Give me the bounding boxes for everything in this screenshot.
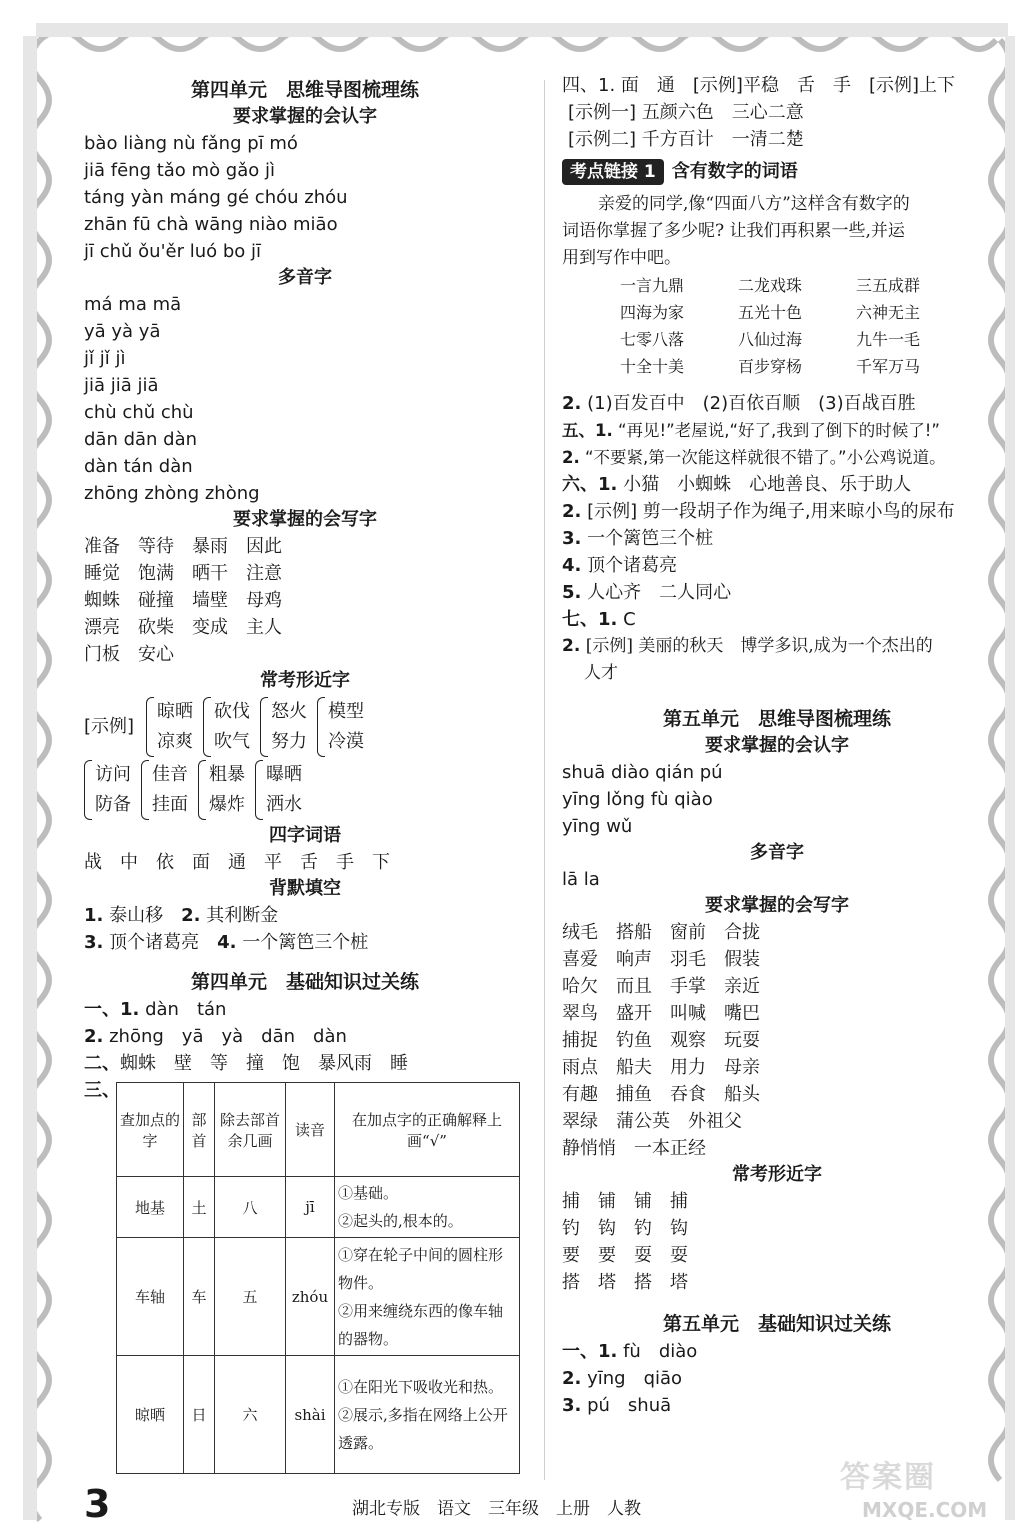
table-cell: 五 [215,1238,286,1356]
table-cell: 地基 [117,1177,184,1238]
pinyin-line: yīng lǒng fù qiào [562,789,713,810]
item-number: 2. [562,393,582,414]
similar-line: 捕 铺 铺 捕 [562,1191,688,1212]
left-column [84,76,526,1104]
write-heading: 要求掌握的会写字 [233,509,377,530]
polyphone-line: dàn tán dàn [84,456,193,477]
similar-word: 晾晒 [157,701,194,722]
answer-text: 蜘蛛 壁 等 撞 饱 暴风雨 睡 [120,1053,408,1074]
table-cell: 车轴 [117,1238,184,1356]
unit4-map-title: 第四单元 思维导图梳理练 [190,79,419,101]
item-number: 五、1. [562,421,613,440]
answer-text: yīng qiāo [581,1368,683,1389]
answer-line [562,417,992,444]
answer-text: [示例] 美丽的秋天 博学多识,成为一个杰出的 [585,636,933,656]
pinyin-line: jiā fēng tǎo mò gǎo jì [84,160,276,181]
similar-word: 防备 [95,794,131,815]
table-header: 在加点字的正确解释上画“√” [335,1083,520,1177]
polyphone-line: chù chǔ chù [84,402,194,423]
write-line: 有趣 捕鱼 吞食 船头 [562,1084,760,1105]
answer-line [562,1338,992,1365]
pinyin-line: yīng wǔ [562,816,633,837]
explanation: ①基础。 [338,1184,399,1202]
answer-text: zhōng yā yà dān dàn [103,1026,347,1047]
write-line: 漂亮 砍柴 变成 主人 [84,617,282,638]
table-cell: shài [286,1356,335,1474]
exam-link-tag: 考点链接 1 [562,159,664,185]
similar-word: 冷漠 [328,731,365,752]
pinyin-line: shuā diào qián pú [562,762,723,783]
similar-heading: 常考形近字 [732,1164,822,1185]
idiom: 千军万马 [856,357,921,376]
answer-text: “不要紧,第一次能这样就很不错了。”小公鸡说道。 [579,448,946,467]
polyphone-line: zhōng zhòng zhòng [84,483,260,504]
polyphone-heading: 多音字 [278,267,332,288]
table-cell: 车 [184,1238,215,1356]
similar-word: 爆炸 [209,794,245,815]
answer-line [562,552,992,579]
table-cell: 晾晒 [117,1356,184,1474]
idiom: 六神无主 [856,303,921,322]
similar-line: 钓 钩 钓 钩 [562,1218,688,1239]
write-line: 绒毛 搭船 窗前 合拢 [562,922,760,943]
footer-text: 湖北专版 语文 三年级 上册 人教 [352,1499,641,1519]
table-row [117,1177,520,1238]
idiom: 二龙戏珠 [738,276,803,295]
explanation: ②用来缠绕东西的像车轴的器物。 [338,1301,504,1348]
polyphone-line: lā la [562,869,600,890]
similar-group [141,760,188,820]
answer-line [562,444,992,471]
answer-text: pú shuā [581,1395,672,1416]
idiom: 七零八落 [620,330,685,349]
table-header: 读音 [286,1083,335,1177]
polyphone-line: jiā jiā jiā [84,375,159,396]
answer-line [562,1392,992,1419]
item-number: 2. [562,448,580,467]
idiom: 百步穿杨 [738,357,803,376]
idiom: 五光十色 [738,303,803,322]
write-line: 哈欠 而且 手掌 亲近 [562,976,760,997]
similar-group [255,760,302,820]
item-number: 六、1. [562,474,618,495]
item-number: 七、1. [562,609,618,630]
write-line: 喜爱 响声 羽毛 假装 [562,949,760,970]
answer-text: 顶个诸葛亮 [581,555,678,576]
answer-line [562,1365,992,1392]
table-row [117,1356,520,1474]
similar-row [84,760,526,820]
idiom: 一言九鼎 [620,276,685,295]
answer-line [562,579,992,606]
answer-line [562,525,992,552]
recite-heading: 背默填空 [269,878,341,899]
pinyin-line: zhān fū chà wāng niào miāo [84,214,338,235]
similar-word: 模型 [328,701,365,722]
exam-link-header [562,157,992,185]
exam-link-title: 含有数字的词语 [671,161,798,182]
item-number: 4. [562,555,582,576]
similar-group [260,697,307,757]
table-header: 除去部首余几画 [215,1083,286,1177]
item-number: 2. [181,905,201,926]
answer-text: fù diào [617,1341,698,1362]
write-line: 蜘蛛 碰撞 墙壁 母鸡 [84,590,282,611]
answer-text: C [617,609,636,630]
similar-heading: 常考形近字 [260,670,350,691]
idiom-grid [620,272,992,380]
similar-word: 佳音 [152,764,188,785]
table-cell: 六 [215,1356,286,1474]
write-heading: 要求掌握的会写字 [705,895,849,916]
recognize-heading: 要求掌握的会认字 [705,735,849,756]
similar-word: 怒火 [271,701,308,722]
write-line: 静悄悄 一本正经 [562,1138,706,1159]
item-number: 一、1. [84,999,140,1020]
similar-word: 曝晒 [266,764,302,785]
pinyin-line: bào liàng nù fǎng pī mó [84,133,298,154]
answer-text: dàn tán [139,999,227,1020]
table-cell [335,1356,520,1474]
explanation: ②展示,多指在网络上公开透露。 [338,1405,508,1452]
write-line: 门板 安心 [84,644,174,665]
answer-line [84,996,526,1023]
answer-text: 顶个诸葛亮 [103,932,218,953]
similar-word: 努力 [271,731,308,752]
similar-group [146,697,193,757]
answer-text: 一个篱笆三个桩 [236,932,369,953]
similar-word: 挂面 [152,794,188,815]
unit5-map-title: 第五单元 思维导图梳理练 [662,708,891,730]
example-tag: [示例] [84,716,135,737]
idiom: 九牛一毛 [856,330,921,349]
write-line: 捕捉 钓鱼 观察 玩耍 [562,1030,760,1051]
explanation: ①在阳光下吸收光和热。 [338,1377,504,1396]
idiom: 三五成群 [856,276,921,295]
recite-line [84,902,526,929]
polyphone-line: dān dān dàn [84,429,198,450]
unit4-basic-title: 第四单元 基础知识过关练 [190,971,419,993]
page-number: 3 [84,1482,111,1526]
item-number: 2. [84,1026,104,1047]
item-number: 3. [562,528,582,549]
similar-group [84,760,131,820]
write-line: 准备 等待 暴雨 因此 [84,536,282,557]
pinyin-line: jī chǔ ǒu'ěr luó bo jī [84,241,262,262]
similar-group [317,697,364,757]
answer-line [562,606,992,633]
pinyin-line: táng yàn máng gé chóu zhóu [84,187,348,208]
answer-line: 四、1. 面 通 [示例]平稳 舌 手 [示例]上下 [562,75,955,96]
table-header: 查加点的字 [117,1083,184,1177]
similar-word: 凉爽 [157,731,194,752]
polyphone-line: yā yà yā [84,321,161,342]
similar-word: 砍伐 [214,701,251,722]
polyphone-heading: 多音字 [750,842,804,863]
table-cell [335,1238,520,1356]
item-number: 2. [562,501,582,522]
polyphone-line: jǐ jǐ jì [84,348,126,369]
four-char-line: 战 中 依 面 通 平 舌 手 下 [84,852,390,873]
answer-line [84,1050,526,1077]
answer-line: 人才 [584,663,618,683]
table-cell [335,1177,520,1238]
watermark-logo: 答案圈 [840,1460,936,1495]
answer-line [562,498,992,525]
answer-text: 小猫 小蜘蛛 心地善良、乐于助人 [617,474,912,495]
idiom: 四海为家 [620,303,685,322]
item-number: 2. [562,1368,582,1389]
answer-line [562,390,992,417]
table-cell: jī [286,1177,335,1238]
item-number: 1. [84,905,104,926]
column-divider [544,80,545,1480]
answer-text: (1)百发百中 (2)百依百顺 (3)百战百胜 [581,393,916,414]
table-cell: zhóu [286,1238,335,1356]
answer-text: 一个篱笆三个桩 [581,528,714,549]
item-number: 2. [562,636,581,656]
answer-text: 其利断金 [200,905,279,926]
item-number: 3. [84,932,104,953]
table-header: 部首 [184,1083,215,1177]
right-column [562,72,992,1419]
intro-line: 亲爱的同学,像“四面八方”这样含有数字的 [598,194,910,214]
similar-word: 吹气 [214,731,251,752]
similar-line: 搭 塔 搭 塔 [562,1272,688,1293]
intro-line: 用到写作中吧。 [562,248,681,268]
idiom: 八仙过海 [738,330,803,349]
similar-row [84,697,526,757]
idiom: 十全十美 [620,357,685,376]
character-table [116,1082,520,1474]
answer-text: 泰山移 [103,905,182,926]
similar-word: 粗暴 [209,764,245,785]
answer-line [84,1023,526,1050]
table-header-row [117,1083,520,1177]
table-cell: 八 [215,1177,286,1238]
intro-line: 词语你掌握了多少呢? 让我们再积累一些,并运 [562,221,905,241]
table-row [117,1238,520,1356]
answer-line: [示例二] 千方百计 一清二楚 [568,129,804,150]
similar-group [203,697,250,757]
answer-text: [示例] 剪一段胡子作为绳子,用来晾小鸟的尿布 [581,501,955,522]
similar-word: 访问 [95,764,131,785]
item-number: 二、 [84,1053,120,1074]
explanation: ①穿在轮子中间的圆柱形物件。 [338,1245,504,1292]
similar-word: 洒水 [266,794,302,815]
item-number: 三、 [84,1080,120,1101]
similar-group [198,760,245,820]
similar-line: 要 要 耍 耍 [562,1245,688,1266]
polyphone-line: má ma mā [84,294,182,315]
four-char-heading: 四字词语 [269,825,341,846]
recognize-heading: 要求掌握的会认字 [233,106,377,127]
answer-text: 人心齐 二人同心 [581,582,732,603]
table-cell: 土 [184,1177,215,1238]
answer-line: [示例一] 五颜六色 三心二意 [568,102,804,123]
write-line: 翠鸟 盛开 叫喊 嘴巴 [562,1003,760,1024]
answer-line [562,471,992,498]
watermark-site: MXQE.COM [862,1498,988,1522]
item-number: 一、1. [562,1341,618,1362]
unit5-basic-title: 第五单元 基础知识过关练 [662,1313,891,1335]
item-number: 3. [562,1395,582,1416]
write-line: 睡觉 饱满 晒干 注意 [84,563,282,584]
answer-line [562,633,992,660]
write-line: 翠绿 蒲公英 外祖父 [562,1111,742,1132]
write-line: 雨点 船夫 用力 母亲 [562,1057,760,1078]
answer-text: “再见!”老屋说,“好了,我到了倒下的时候了!” [612,421,940,440]
explanation: ②起头的,根本的。 [338,1212,463,1230]
table-cell: 日 [184,1356,215,1474]
item-number: 4. [217,932,237,953]
recite-line [84,929,526,956]
item-number: 5. [562,582,582,603]
